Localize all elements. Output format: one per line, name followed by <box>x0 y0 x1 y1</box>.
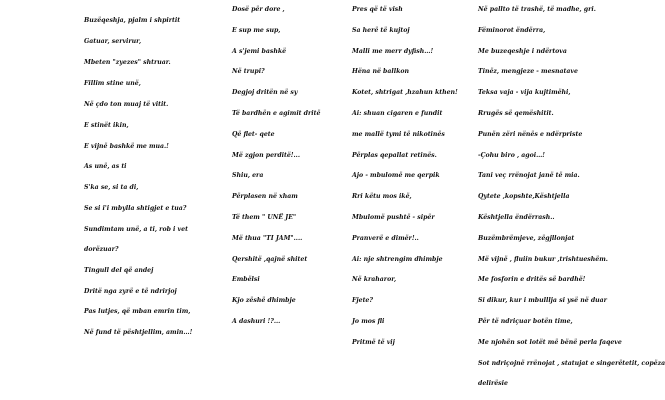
poem-line: Rri këtu mos ikë, <box>352 193 412 200</box>
poem-line: Mbulomë pushtë - sipër <box>352 214 435 221</box>
poem-line: Sa herë të kujtoj <box>352 27 410 34</box>
poem-line: Kotet, shtrigat ,hzahun kthen! <box>352 89 458 96</box>
poem-line: Kështjella ëndërrash.. <box>478 214 555 221</box>
poem-line: Embëlsi <box>232 276 260 283</box>
poem-line: Gatuar, servirur, <box>84 38 142 45</box>
poem-line: Tani veç rrënojat janë të mia. <box>478 172 580 179</box>
poem-line: Jo mos fli <box>352 318 385 325</box>
poem-line: Të bardhën e agimit dritë <box>232 110 321 117</box>
poem-line: Shiu, era <box>232 172 264 179</box>
poem-line: Pres që të vish <box>352 6 403 13</box>
poem-line: Pranverë e dimër!.. <box>352 235 419 242</box>
poem-line: Tinëz, mengjeze - mesnatave <box>478 68 578 75</box>
poem-line: Malli me merr dyfish…! <box>352 48 434 55</box>
poem-line: Pritmë të vij <box>352 339 395 346</box>
poem-line: E sup me sup, <box>232 27 281 34</box>
poem-line: Në trupi? <box>232 68 265 75</box>
poem-line: Si dikur, kur i mbulllja si ysë në duar <box>478 297 607 304</box>
poem-line: E stinët ikin, <box>84 122 129 129</box>
poem-line: Dritë nga zyrë e të ndrirjoj <box>84 288 177 295</box>
poem-line: dorëzuar? <box>84 246 119 253</box>
poem-line: Buzëqeshja, pjalm i shpirtit <box>84 17 181 24</box>
poem-line: Sot ndriçojnë rrënojat , statujat e singerëtetit, copëza <box>478 360 665 367</box>
poem-line: Në pallto të trashë, të madhe, gri. <box>478 6 596 13</box>
poem-line: Ajo - mbulomë me qerpik <box>352 172 440 179</box>
poem-line: As unë, as ti <box>84 163 127 170</box>
poem-line: S'ka se, si ta di, <box>84 184 139 191</box>
poem-line: Më zgjon perditë!... <box>232 152 300 159</box>
poem-line: Pas lutjes, që mban emrin tim, <box>84 308 191 315</box>
poem-line: Qershitë ,qajnë shitet <box>232 256 308 263</box>
poem-line: Rrugës së qemëshitit. <box>478 110 554 117</box>
poem-line: Për të ndriçuar botën time, <box>478 318 573 325</box>
poem-line: Me njohën sot lotët më bënë perla faqeve <box>478 339 622 346</box>
poem-line: Në fund të pështjellim, amin…! <box>84 329 193 336</box>
poem-line: E vijnë bashkë me mua.! <box>84 143 169 150</box>
poem-line: me mallë tymi të nikotinës <box>352 131 445 138</box>
poem-line: Fëminorot ëndërra, <box>478 27 546 34</box>
poem-line: Degjoj dritën në sy <box>232 89 298 96</box>
poem-line: -Çohu biro , agoi…! <box>478 152 546 159</box>
poem-line: Më vijnë , fluiin bukur ,trishtueshëm. <box>478 256 608 263</box>
poem-line: Në çdo ton muaj të vitit. <box>84 101 169 108</box>
poem-line: Se si i'i mbylla shtigjet e tua? <box>84 205 187 212</box>
poem-line: Qytete ,kopshte,Kështjella <box>478 193 570 200</box>
poem-line: Mbeten "zyezes" shtruar. <box>84 59 171 66</box>
poem-line: Me buzeqeshje i ndërtova <box>478 48 567 55</box>
poem-line: Përplasen në xham <box>232 193 298 200</box>
poem-line: Të them " UNË JE" <box>232 214 297 221</box>
poem-line: Që flet- qete <box>232 131 275 138</box>
poem-line: Fillim stine unë, <box>84 80 141 87</box>
poem-line: Në kraharor, <box>352 276 397 283</box>
poem-line: Më thua "TI JAM".... <box>232 235 303 242</box>
poem-line: delirësie <box>478 380 508 387</box>
poem-line: Përplas qepallat retinës. <box>352 152 437 159</box>
poem-line: A s'jemi bashkë <box>232 48 287 55</box>
poem-line: Fjete? <box>352 297 373 304</box>
poem-line: Me fosforin e dritës së bardhë! <box>478 276 586 283</box>
poem-line: A dashuri !?... <box>232 318 281 325</box>
poem-line: Punën zëri nënës e ndërpriste <box>478 131 583 138</box>
poem-line: Dosë për dore , <box>232 6 285 13</box>
poem-line: Hëna në ballkon <box>352 68 409 75</box>
poem-line: Ai: shuan cigaren e fundit <box>352 110 443 117</box>
poem-line: Kjo zëshë dhimbje <box>232 297 296 304</box>
poem-line: Teksa vaja - vija kujtimëhi, <box>478 89 571 96</box>
poem-line: Buzëmbrëmjeve, zëgjllonjat <box>478 235 575 242</box>
poem-line: Sundimtam unë, a ti, rob i vet <box>84 226 188 233</box>
poem-line: Ai: nje shtrengim dhimbje <box>352 256 443 263</box>
poem-line: Tingull del që andej <box>84 267 154 274</box>
